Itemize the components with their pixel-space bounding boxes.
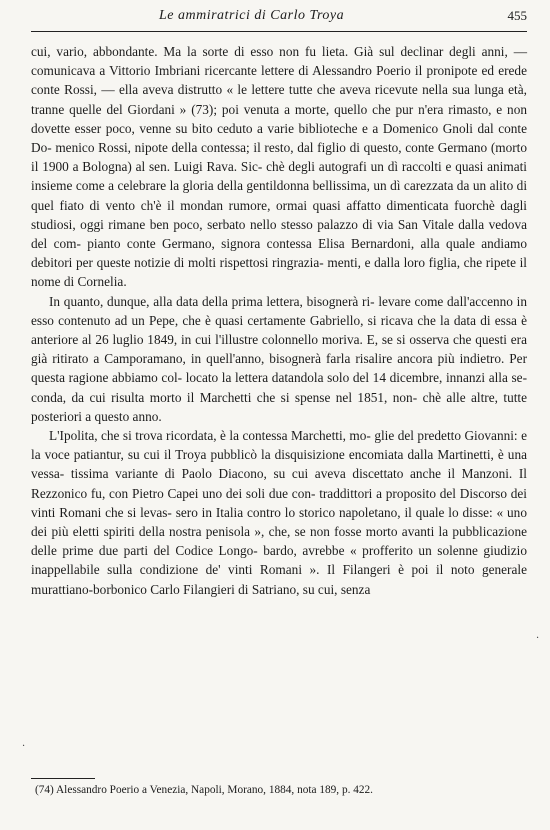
- text-line: dei più eletti spiriti della nostra penisola », che, se non fosse morto: [31, 524, 398, 540]
- footnote: (74) Alessandro Poerio a Venezia, Napoli, Morano, 1884, nota 189, p. 422.: [35, 784, 374, 796]
- text-line: aveva distrutto « le lettere tutte che aveva ricevute nella sua: [142, 82, 470, 98]
- text-line: certamente Gabriello, si ricava che la data di essa è anteriore al 26: [31, 312, 527, 348]
- running-title: Le ammiratrici di Carlo Troya: [159, 8, 345, 23]
- text-line: questi era già ritirato a Camporamano, in quell'anno, bisognerà: [31, 332, 527, 367]
- text-line: bito ceduto a varie biblioteche e a Domenico Gnoli dal conte Do-: [31, 120, 528, 156]
- text-line: pubblicò la disquisizione encomiata dalla Martinetti, è una vessa-: [31, 447, 527, 482]
- text-line: un alito di quel fiato di vento ch'è il mondan rumore, ormai quasi: [31, 178, 528, 213]
- text-line: conte Germano (morto il 1900 a Bologna) al sen. Luigi Rava. Sic-: [31, 140, 528, 175]
- text-line: sero in Italia contro lo storico napoletano, il quale lo disse: « uno: [175, 504, 527, 520]
- footnote-rule: [31, 778, 95, 779]
- text-line: serbato nello stesso palazzo di via San Vitale dalla vedova del com-: [31, 216, 527, 252]
- text-line: lunga età, tranne quelle del Giordani » (73); poi venuta a morte,: [31, 82, 527, 117]
- text-line: declinar degli anni, — comunicava a Vittorio Imbriani ricercante: [31, 44, 527, 79]
- paragraph-3: [31, 426, 527, 599]
- text-line: chè alle altre, tutte posteriori a questo anno.: [31, 389, 528, 424]
- text-line: L'Ipolita, che si trova ricordata, è la contessa Marchetti, mo-: [49, 428, 371, 444]
- text-line: affatto dimenticata fuorchè dagli studiosi, oggi rimane ben poco,: [31, 197, 527, 232]
- text-line: Manzoni. Il Rezzonico fu, con Pietro Capei uno dei soli due con-: [31, 466, 527, 501]
- text-line: cui, vario, abbondante. Ma la sorte di esso non fu lieta. Già sul: [31, 44, 395, 59]
- text-line: glie del predetto Giovanni: e la voce patiantur, su cui il Troya: [31, 428, 527, 463]
- text-line: quello che pur n'era rimasto, e non dovette esser poco, venne su: [31, 101, 527, 136]
- text-line: In quanto, dunque, alla data della prima lettera, bisognerà ri-: [49, 293, 375, 309]
- text-line: bardo, avrebbe « profferito un solenne giudizio inappellabile sulla: [31, 543, 527, 578]
- text-line: pianto conte Germano, signora contessa Elisa Bernardoni, alla quale: [87, 236, 475, 252]
- text-line: murattiano-borbonico Carlo Filangieri di Satriano, su cui, senza: [31, 581, 371, 597]
- text-line: condizione de' vinti Romani ». Il Filangeri è poi il noto generale: [139, 562, 527, 578]
- text-line: menico Rossi, nipote della contessa; il resto, dal figlio di questo,: [55, 140, 402, 156]
- text-line: menti, e dalla loro figlia, che ripete il nome di Cornelia.: [31, 255, 527, 290]
- text-line: tissima variante di Paolo Diacono, su cui aveva discettato anche il: [70, 466, 456, 482]
- page-number: 455: [507, 8, 527, 23]
- text-line: chè degli autografi un dì raccolti e quasi animati insieme come a: [31, 159, 527, 194]
- paragraph-2: [31, 292, 527, 426]
- text-line: luglio 1849, in cui l'illustre colonnello moriva. E, se si osserva che: [112, 332, 472, 348]
- page: [31, 8, 527, 599]
- text-line: andiamo debitori per queste notizie di molti rispettosi ringrazia-: [31, 236, 528, 271]
- text-line: traddittori a proposito del Discorso dei vinti Romani che si levas-: [31, 485, 527, 520]
- text-line: lettere di Alessandro Poerio il pronipote ed erede conte Rossi, — ella: [31, 63, 527, 98]
- margin-mark: ·: [22, 741, 26, 752]
- text-line: celebrare la gloria della gentildonna bellissima, un dì carezzata da: [117, 178, 470, 194]
- text-line: levare come dall'accenno in esso contenuto ad un Pepe, che è quasi: [31, 293, 527, 328]
- text-line: farla risalire ancora più indietro. Per questa ragione abbiamo col-: [31, 351, 527, 386]
- body-text: [31, 42, 527, 599]
- page-header: [31, 8, 527, 30]
- paragraph-1: [31, 42, 527, 292]
- margin-mark: ·: [536, 633, 540, 644]
- text-line: conda, da cui risulta morto il Marchetti che si spense nel 1851, non-: [31, 389, 418, 405]
- header-rule: [31, 31, 527, 32]
- text-line: avanti la pubblicazione delle prime due parti del Codice Longo-: [31, 524, 527, 559]
- text-line: locato la lettera datandola solo del 14 dicembre, innanzi alla se-: [185, 370, 527, 386]
